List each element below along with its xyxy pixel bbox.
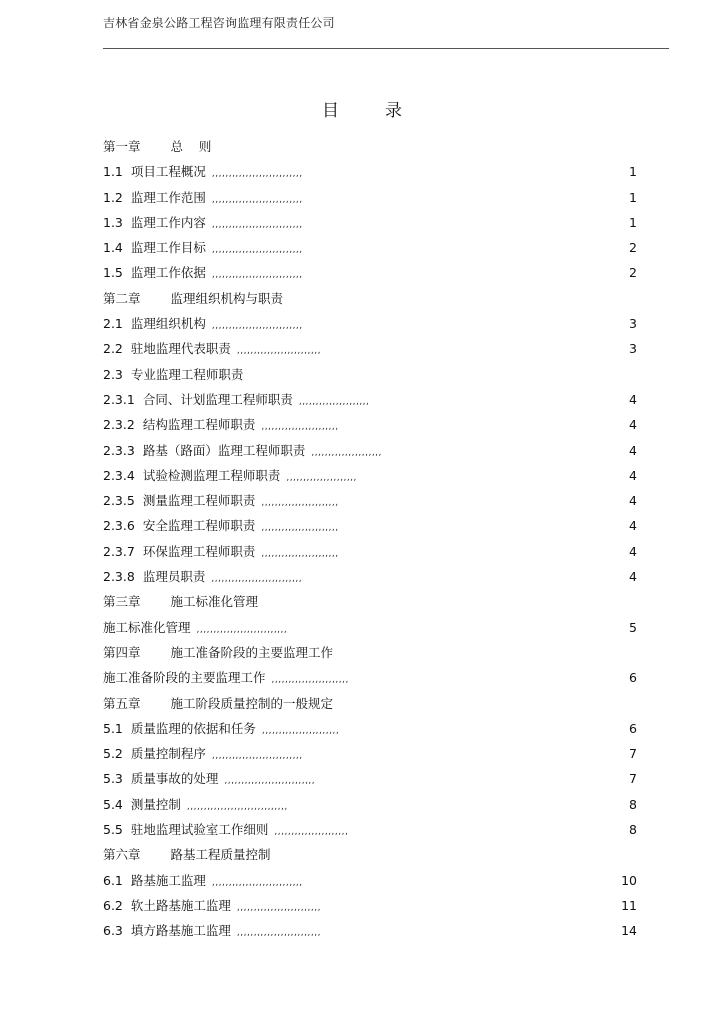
toc-chapter-row[interactable]	[103, 589, 643, 614]
toc-page-number: 6	[629, 670, 637, 686]
toc-leader-dots: ,,,,,,,,,,,,,,,,,,,,,,,,,,,,,,	[186, 801, 288, 812]
toc-entry-label: 路基工程质量控制	[170, 847, 271, 863]
toc-entry-label: 软土路基施工监理	[130, 897, 231, 913]
toc-entry-label: 驻地监理试验室工作细则	[130, 822, 269, 838]
toc-entry-row[interactable]	[103, 665, 643, 690]
toc-page-number: 4	[629, 518, 637, 534]
toc-entry-number: 2.3.5	[103, 493, 135, 509]
toc-entry-number: 1.3	[103, 214, 123, 230]
toc-chapter-row[interactable]	[103, 842, 643, 867]
toc-chapter-row[interactable]	[103, 134, 643, 159]
toc-entry-label: 施工标准化管理	[103, 619, 191, 635]
toc-page-number: 11	[621, 897, 637, 913]
toc-leader-dots: ,,,,,,,,,,,,,,,,,,,,,,,,,,,	[211, 321, 303, 332]
toc-entry-number: 1.5	[103, 265, 123, 281]
toc-entry-label: 项目工程概况	[130, 164, 206, 180]
toc-leader-dots: ,,,,,,,,,,,,,,,,,,,,,,,	[261, 498, 339, 509]
toc-entry-number: 第三章	[103, 594, 141, 610]
toc-entry-number: 第一章	[103, 139, 141, 154]
toc-leader-dots: ,,,,,,,,,,,,,,,,,,,,,,,,,,,	[211, 219, 303, 230]
toc-entry-label: 施工标准化管理	[170, 594, 259, 610]
toc-entry-number: 6.3	[103, 923, 123, 939]
toc-entry-row[interactable]	[103, 159, 643, 184]
toc-page-number: 4	[629, 467, 637, 483]
toc-entry-number: 2.3.4	[103, 467, 135, 483]
toc-leader-dots: ,,,,,,,,,,,,,,,,,,,,,,,,,,,	[211, 877, 303, 888]
toc-entry-row[interactable]	[103, 185, 643, 210]
toc-entry-label: 监理员职责	[142, 569, 206, 585]
toc-entry-row[interactable]	[103, 539, 643, 564]
toc-entry-number: 2.3.6	[103, 518, 135, 534]
toc-entry-number: 第六章	[103, 847, 141, 863]
toc-entry-number: 6.2	[103, 897, 123, 913]
toc-leader-dots: ,,,,,,,,,,,,,,,,,,,,,,,,,,,	[211, 194, 303, 205]
toc-page-number: 5	[629, 619, 637, 635]
toc-entry-label: 监理组织机构与职责	[170, 290, 284, 306]
toc-entry-row[interactable]	[103, 311, 643, 336]
company-header: 吉林省金泉公路工程咨询监理有限责任公司	[103, 16, 335, 30]
toc-page-number: 6	[629, 720, 637, 736]
toc-entry-number: 2.3.3	[103, 442, 135, 458]
toc-leader-dots: ,,,,,,,,,,,,,,,,,,,,,,,	[261, 422, 339, 433]
page-title	[0, 96, 724, 121]
toc-leader-dots: ,,,,,,,,,,,,,,,,,,,,,,,	[261, 523, 339, 534]
toc-leader-dots: ,,,,,,,,,,,,,,,,,,,,,	[311, 447, 382, 458]
toc-page-number: 4	[629, 442, 637, 458]
toc-chapter-row[interactable]	[103, 640, 643, 665]
toc-chapter-row[interactable]	[103, 691, 643, 716]
toc-entry-number: 5.3	[103, 771, 123, 787]
toc-page-number: 1	[629, 164, 637, 180]
toc-entry-row[interactable]	[103, 918, 643, 943]
toc-page-number: 4	[629, 493, 637, 509]
toc-entry-row[interactable]	[103, 412, 643, 437]
toc-entry-label: 监理工作依据	[130, 265, 206, 281]
toc-entry-row[interactable]	[103, 488, 643, 513]
toc-entry-number: 5.1	[103, 720, 123, 736]
toc-entry-label: 合同、计划监理工程师职责	[142, 391, 293, 407]
toc-entry-row[interactable]	[103, 235, 643, 260]
toc-entry-label: 填方路基施工监理	[130, 923, 231, 939]
toc-entry-number: 第四章	[103, 644, 141, 660]
toc-entry-number: 1.4	[103, 240, 123, 256]
toc-entry-row[interactable]	[103, 741, 643, 766]
toc-page-number: 7	[629, 746, 637, 762]
toc-entry-row[interactable]	[103, 766, 643, 791]
toc-leader-dots: ,,,,,,,,,,,,,,,,,,,,,,,,,	[236, 902, 321, 913]
toc-entry-row[interactable]	[103, 792, 643, 817]
toc-page-number: 1	[629, 189, 637, 205]
toc-leader-dots: ,,,,,,,,,,,,,,,,,,,,,,,	[261, 725, 340, 736]
toc-entry-label: 路基（路面）监理工程师职责	[142, 442, 306, 458]
toc-entry-label: 监理组织机构	[130, 316, 206, 332]
toc-entry-label: 环保监理工程师职责	[142, 543, 256, 559]
toc-entry-row[interactable]	[103, 564, 643, 589]
toc-page-number: 8	[629, 796, 637, 812]
toc-entry-label: 质量事故的处理	[130, 771, 219, 787]
toc-entry-number: 5.5	[103, 822, 123, 838]
toc-entry-number: 6.1	[103, 872, 123, 888]
toc-entry-row[interactable]	[103, 362, 643, 387]
toc-entry-row[interactable]	[103, 893, 643, 918]
toc-entry-row[interactable]	[103, 716, 643, 741]
toc-leader-dots: ,,,,,,,,,,,,,,,,,,,,,,,,,	[236, 346, 321, 357]
toc-page-number: 1	[629, 214, 637, 230]
toc-leader-dots: ,,,,,,,,,,,,,,,,,,,,,,,,,	[236, 928, 321, 939]
toc-leader-dots: ,,,,,,,,,,,,,,,,,,,,,,,,,,,	[211, 270, 303, 281]
toc-entry-number: 2.3.2	[103, 417, 135, 433]
toc-page-number: 14	[621, 923, 637, 939]
toc-entry-label: 测量监理工程师职责	[142, 493, 256, 509]
toc-entry-row[interactable]	[103, 463, 643, 488]
toc-leader-dots: ,,,,,,,,,,,,,,,,,,,,,,,,,,,	[211, 245, 303, 256]
toc-entry-number: 2.3	[103, 366, 123, 382]
toc-entry-row[interactable]	[103, 868, 643, 893]
toc-leader-dots: ,,,,,,,,,,,,,,,,,,,,,,	[274, 827, 349, 838]
toc-page-number: 8	[629, 822, 637, 838]
toc-entry-number: 2.1	[103, 316, 123, 332]
toc-leader-dots: ,,,,,,,,,,,,,,,,,,,,,	[298, 396, 370, 407]
toc-entry-label: 试验检测监理工程师职责	[142, 467, 281, 483]
toc-entry-label: 施工准备阶段的主要监理工作	[170, 644, 334, 660]
toc-chapter-row[interactable]	[103, 286, 643, 311]
toc-entry-number: 2.3.1	[103, 391, 135, 407]
toc-entry-label: 监理工作内容	[130, 214, 206, 230]
toc-page-number: 10	[621, 872, 637, 888]
toc-leader-dots: ,,,,,,,,,,,,,,,,,,,,,,,	[261, 548, 339, 559]
toc-entry-label: 驻地监理代表职责	[130, 341, 231, 357]
toc-entry-label: 施工阶段质量控制的一般规定	[170, 695, 334, 711]
toc-entry-row[interactable]	[103, 336, 643, 361]
toc-page-number: 2	[629, 240, 637, 256]
toc-page-number: 4	[629, 391, 637, 407]
toc-page-number: 7	[629, 771, 637, 787]
toc-entry-label: 专业监理工程师职责	[130, 366, 244, 382]
toc-page-number: 3	[629, 316, 637, 332]
toc-leader-dots: ,,,,,,,,,,,,,,,,,,,,,,,,,,,	[196, 624, 288, 635]
toc-entry-label: 测量控制	[130, 796, 181, 812]
toc-entry-label: 质量监理的依据和任务	[130, 720, 256, 736]
toc-entry-number: 第二章	[103, 290, 141, 306]
toc-leader-dots: ,,,,,,,,,,,,,,,,,,,,,	[286, 472, 357, 483]
toc-entry-label: 路基施工监理	[130, 872, 206, 888]
toc-page-number: 3	[629, 341, 637, 357]
toc-entry-number: 1.2	[103, 189, 123, 205]
toc-leader-dots: ,,,,,,,,,,,,,,,,,,,,,,,,,,,	[211, 574, 303, 585]
toc-page-number: 2	[629, 265, 637, 281]
toc-page-number: 4	[629, 569, 637, 585]
toc-entry-label: 监理工作目标	[130, 240, 206, 256]
toc-entry-row[interactable]	[103, 438, 643, 463]
title-right-char: 录	[385, 101, 402, 121]
toc-entry-row[interactable]	[103, 210, 643, 235]
toc-entry-number: 5.4	[103, 796, 123, 812]
toc-entry-row[interactable]	[103, 513, 643, 538]
toc-entry-label: 监理工作范围	[130, 189, 206, 205]
toc-entry-row[interactable]	[103, 615, 643, 640]
toc-entry-label: 施工准备阶段的主要监理工作	[103, 670, 266, 686]
toc-entry-number: 第五章	[103, 695, 141, 711]
toc-entry-number: 2.2	[103, 341, 123, 357]
toc-leader-dots: ,,,,,,,,,,,,,,,,,,,,,,,,,,,	[211, 751, 303, 762]
toc-entry-row[interactable]	[103, 260, 643, 285]
title-left-char: 目	[322, 101, 339, 121]
toc-leader-dots: ,,,,,,,,,,,,,,,,,,,,,,,,,,,	[224, 776, 316, 787]
toc-entry-number: 2.3.7	[103, 543, 135, 559]
toc-entry-label: 结构监理工程师职责	[142, 417, 256, 433]
toc-entry-row[interactable]	[103, 387, 643, 412]
toc-entry-number: 1.1	[103, 164, 123, 180]
toc-leader-dots: ,,,,,,,,,,,,,,,,,,,,,,,	[271, 675, 349, 686]
toc-entry-label: 总 则	[170, 139, 212, 154]
header-divider	[103, 48, 669, 49]
toc-entry-label: 安全监理工程师职责	[142, 518, 256, 534]
toc-leader-dots: ,,,,,,,,,,,,,,,,,,,,,,,,,,,	[211, 169, 303, 180]
toc-entry-number: 5.2	[103, 746, 123, 762]
toc-entry-row[interactable]	[103, 817, 643, 842]
toc-page-number: 4	[629, 543, 637, 559]
toc-entry-label: 质量控制程序	[130, 746, 206, 762]
table-of-contents	[103, 134, 643, 944]
toc-page-number: 4	[629, 417, 637, 433]
toc-entry-number: 2.3.8	[103, 569, 135, 585]
